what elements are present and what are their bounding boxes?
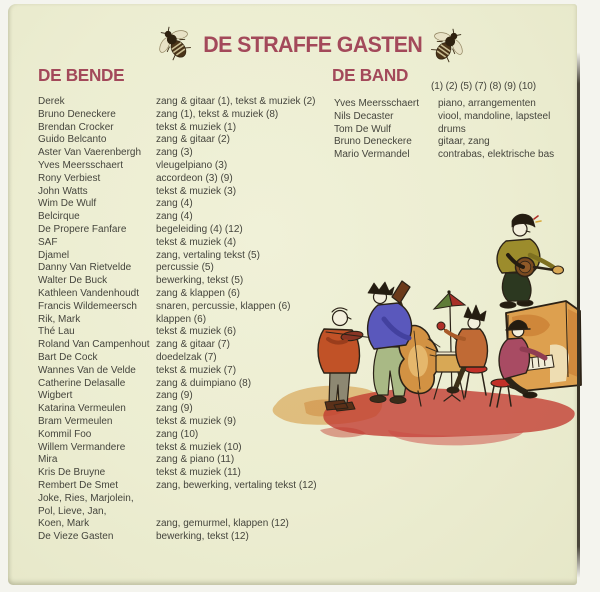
credit-role: piano, arrangementen [438, 98, 536, 109]
credit-role: tekst & muziek (11) [156, 467, 241, 479]
credit-row [334, 124, 586, 137]
credit-name: Nils Decaster [334, 110, 394, 122]
credit-name: Joke, Ries, Marjolein, [38, 492, 134, 504]
band-heading: DE BAND [332, 65, 409, 85]
credit-role: accordeon (3) (9) [156, 172, 233, 184]
credit-name: Bruno Deneckere [38, 108, 116, 120]
credit-row [334, 136, 586, 149]
credit-name: Wim De Wulf [38, 198, 97, 210]
credit-role: zang (9) [156, 403, 193, 415]
credit-row [38, 493, 330, 506]
credit-name: Belcirque [38, 211, 80, 223]
credit-role: viool, mandoline, lapsteel [438, 110, 551, 122]
bende-heading: DE BENDE [38, 65, 125, 85]
credit-role: zang & piano (11) [156, 454, 235, 466]
credit-role: begeleiding (4) (12) [156, 223, 243, 235]
credit-name: Bram Vermeulen [38, 415, 113, 427]
credit-row [38, 480, 330, 493]
banjo-player [497, 214, 563, 308]
credit-role: contrabas, elektrische bas [438, 149, 555, 161]
credit-row [38, 531, 330, 544]
credit-role: bewerking, tekst (12) [156, 531, 249, 543]
booklet-page [8, 4, 577, 585]
credit-name: John Watts [38, 185, 88, 197]
credit-name: Tom De Wulf [334, 123, 392, 135]
credit-role: zang (4) [156, 198, 193, 210]
credit-role: tekst & muziek (6) [156, 326, 237, 338]
credit-row [334, 111, 586, 124]
credit-name: Willem Vermandere [38, 441, 126, 453]
credit-name: Kommil Foo [38, 428, 92, 440]
credit-name: Mira [38, 454, 58, 466]
bee-icon [426, 28, 468, 64]
credit-name: Bruno Deneckere [334, 136, 412, 148]
credit-name: Koen, Mark [38, 518, 90, 530]
credit-name: Pol, Lieve, Jan, [38, 505, 107, 517]
band-credits-list [334, 98, 586, 162]
credit-name: Catherine Delasalle [38, 377, 126, 389]
credit-row [334, 149, 586, 162]
credit-name: Brendan Crocker [38, 121, 114, 133]
credit-name: Katarina Vermeulen [38, 403, 126, 415]
credit-name: Danny Van Rietvelde [38, 262, 132, 274]
credit-role: doedelzak (7) [156, 351, 217, 363]
credit-role: tekst & muziek (1) [156, 121, 237, 133]
credit-name: De Propere Fanfare [38, 223, 127, 235]
credit-role: tekst & muziek (9) [156, 415, 237, 427]
credit-role: zang (1), tekst & muziek (8) [156, 108, 279, 120]
credit-row [38, 467, 330, 480]
booklet-spine [577, 52, 580, 578]
credit-role: vleugelpiano (3) [156, 159, 228, 171]
credit-role: zang (3) [156, 147, 193, 159]
credit-row [38, 147, 330, 160]
credit-role [156, 506, 330, 519]
credit-role: tekst & muziek (10) [156, 441, 242, 453]
credit-role: zang (10) [156, 428, 199, 440]
credit-name: Djamel [38, 249, 70, 261]
credit-role: tekst & muziek (4) [156, 236, 237, 248]
credit-name: Bart De Cock [38, 351, 98, 363]
credit-row [38, 518, 330, 531]
credit-role: gitaar, zang [438, 136, 490, 148]
bee-icon [154, 26, 196, 62]
credit-role: zang, gemurmel, klappen (12) [156, 518, 289, 530]
credit-row [38, 109, 330, 122]
credit-name: Wigbert [38, 390, 73, 402]
credit-name: Wannes Van de Velde [38, 364, 136, 376]
credit-name: Guido Belcanto [38, 134, 107, 146]
credit-role: zang & gitaar (7) [156, 339, 230, 351]
credit-name: Kris De Bruyne [38, 467, 106, 479]
credit-name: Rik, Mark [38, 313, 81, 325]
credit-name: Walter De Buck [38, 275, 108, 287]
credit-role: zang, bewerking, vertaling tekst (12) [156, 479, 317, 491]
credit-role: zang & klappen (6) [156, 287, 240, 299]
credit-name: Aster Van Vaerenbergh [38, 147, 142, 159]
credit-role: zang & gitaar (1), tekst & muziek (2) [156, 96, 316, 107]
credit-row [38, 454, 330, 467]
credit-row [38, 160, 330, 173]
credit-row [38, 96, 330, 109]
credit-row [38, 173, 330, 186]
credit-name: Kathleen Vandenhoudt [38, 287, 140, 299]
credit-row [38, 134, 330, 147]
credit-role: tekst & muziek (7) [156, 364, 237, 376]
credit-row [38, 122, 330, 135]
credit-role: drums [438, 123, 466, 135]
credit-name: Yves Meersschaert [334, 98, 420, 109]
credit-name: Yves Meersschaert [38, 159, 124, 171]
credit-role: zang (9) [156, 390, 193, 402]
credit-name: Rony Verbiest [38, 172, 101, 184]
credit-name: De Vieze Gasten [38, 531, 114, 543]
credit-name: Francis Wildemeersch [38, 300, 137, 312]
credit-role [156, 493, 330, 506]
band-tracks-note: (1) (2) (5) (7) (8) (9) (10) [431, 81, 536, 92]
credit-role: klappen (6) [156, 313, 207, 325]
credit-row [38, 506, 330, 519]
credit-name: Mario Vermandel [334, 149, 410, 161]
credit-role: percussie (5) [156, 262, 214, 274]
credit-role: zang & duimpiano (8) [156, 377, 252, 389]
credit-name: Rembert De Smet [38, 479, 119, 491]
credit-role: zang & gitaar (2) [156, 134, 230, 146]
credit-role: zang (4) [156, 211, 193, 223]
double-bass-player [368, 281, 439, 406]
credit-role: snaren, percussie, klappen (6) [156, 300, 291, 312]
credit-name: Thé Lau [38, 326, 75, 338]
credit-name: Roland Van Campenhout [38, 339, 150, 351]
page-title: DE STRAFFE GASTEN [203, 32, 423, 57]
credit-name: Derek [38, 96, 65, 107]
band-illustration [268, 189, 590, 455]
credit-row [334, 98, 586, 111]
credit-name: SAF [38, 236, 58, 248]
credit-role: tekst & muziek (3) [156, 185, 237, 197]
credit-role: bewerking, tekst (5) [156, 275, 244, 287]
credit-role: zang, vertaling tekst (5) [156, 249, 260, 261]
